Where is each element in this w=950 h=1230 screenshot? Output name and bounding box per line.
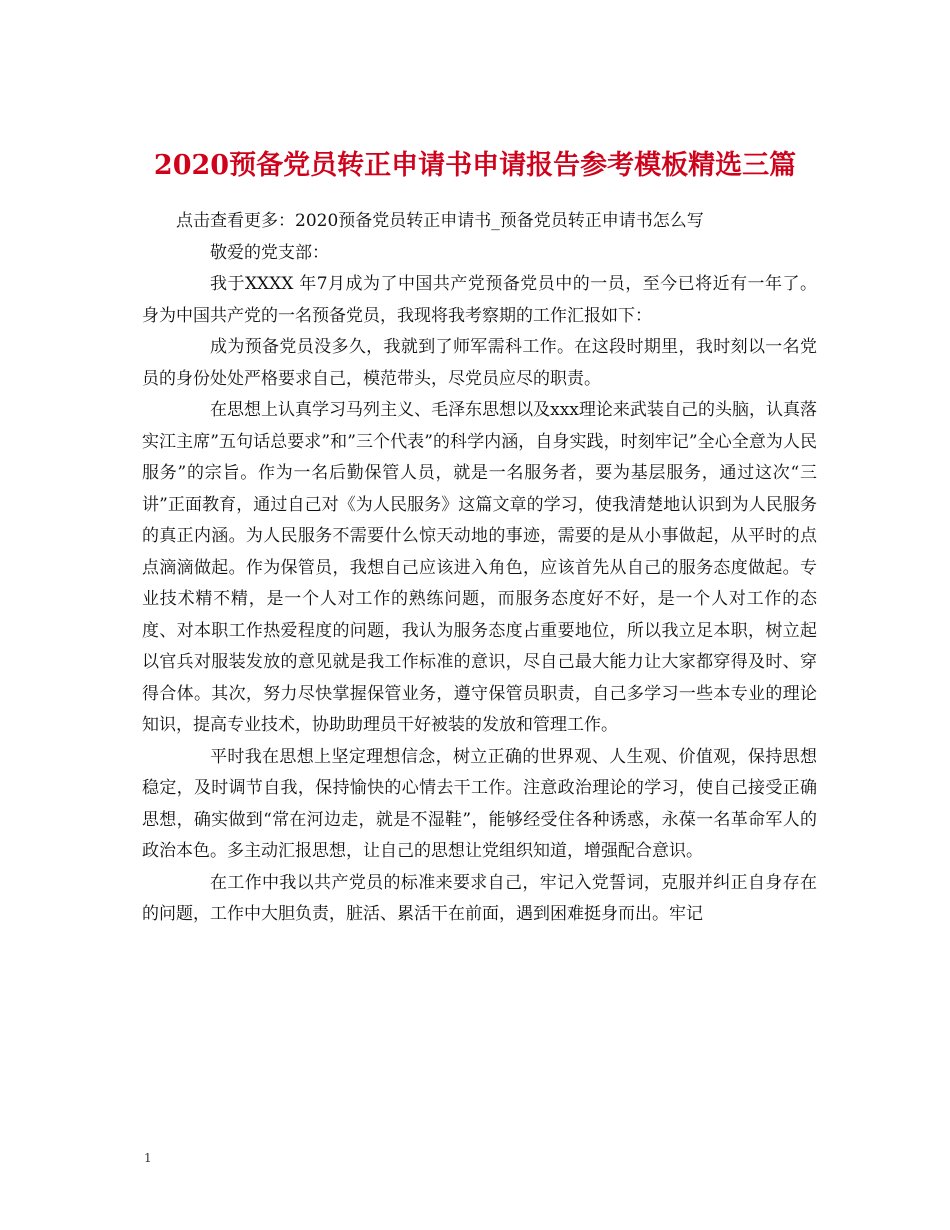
paragraph-1: 我于XXXX 年7月成为了中国共产党预备党员中的一员，至今已将近有一年了。身为中国共产党的一名预备党员，我现将我考察期的工作汇报如下： — [142, 274, 817, 326]
page-number: 1 — [144, 1151, 152, 1165]
paragraph-5: 在工作中我以共产党员的标准来要求自己，牢记入党誓词，克服并纠正自身存在的问题，工作中大胆负责，脏活、累活干在前面，遇到困难挺身而出。牢记 — [142, 872, 817, 924]
paragraph-2: 成为预备党员没多久，我就到了师军需科工作。在这段时期里，我时刻以一名党员的身份处处严格要求自己，模范带头，尽党员应尽的职责。 — [142, 337, 817, 389]
document-title: 2020预备党员转正申请书申请报告参考模板精选三篇 — [153, 150, 797, 182]
more-link-line: 点击查看更多：2020预备党员转正申请书_预备党员转正申请书怎么写 — [176, 211, 704, 231]
document-body — [142, 206, 817, 931]
salutation: 敬爱的党支部： — [210, 242, 329, 263]
paragraph-4: 平时我在思想上坚定理想信念，树立正确的世界观、人生观、价值观，保持思想稳定，及时调节自我，保持愉快的心情去干工作。注意政治理论的学习，使自己接受正确思想，确实做到“常在河边走，就是不湿鞋”，能够经受住各种诱惑，永葆一名革命军人的政治本色。多主动汇报思想，让自己的思想让党组织知道，增强配合意识。 — [142, 746, 817, 861]
paragraph-3: 在思想上认真学习马列主义、毛泽东思想以及xxx理论来武装自己的头脑，认真落实江主席”五句话总要求”和”三个代表”的科学内涵，自身实践，时刻牢记”全心全意为人民服务”的宗旨。作为一名后勤保管人员，就是一名服务者，要为基层服务，通过这次“三讲”正面教育，通过自己对《为人民服务》这篇文章的学习，使我清楚地认识到为人民服务的真正内涵。为人民服务不需要什么惊天动地的事迹，需要的是从小事做起，从平时的点点滴滴做起。作为保管员，我想自己应该进入角色，应该首先从自己的服务态度做起。专业技术精不精，是一个人对工作的熟练问题，而服务态度好不好，是一个人对工作的态度、对本职工作热爱程度的问题，我认为服务态度占重要地位，所以我立足本职，树立起以官兵对服装发放的意见就是我工作标准的意识，尽自己最大能力让大家都穿得及时、穿得合体。其次，努力尽快掌握保管业务，遵守保管员职责，自己多学习一些本专业的理论知识，提高专业技术，协助助理员干好被装的发放和管理工作。 — [142, 400, 817, 735]
